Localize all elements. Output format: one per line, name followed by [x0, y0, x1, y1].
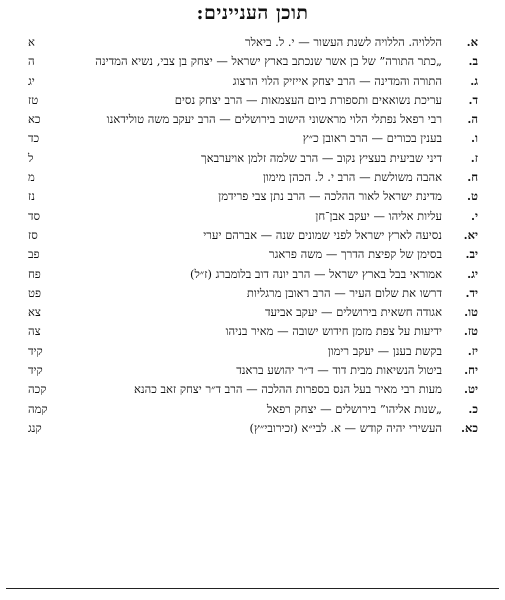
- toc-entry: [28, 265, 478, 284]
- entry-page: נז: [28, 189, 35, 204]
- toc-entry: [28, 149, 478, 168]
- toc-entry: [28, 361, 478, 380]
- toc-entry: [28, 419, 478, 438]
- entry-title: דרשו את שלום העיר — הרב ראובן מרגליות: [246, 285, 442, 300]
- entry-title: ביטול הנשיאות מבית דוד — ד״ר יהושע בראנד: [236, 363, 442, 378]
- entry-title: אגודה חשאית בירושלים — יעקב אביעד: [264, 305, 442, 320]
- entry-page: קנג: [28, 420, 42, 435]
- toc-entry: [28, 91, 478, 110]
- entry-page: פט: [28, 285, 41, 300]
- entry-number: יד.: [465, 285, 478, 300]
- entry-title: אמוראי בבל בארץ ישראל — הרב יונה דוב בלומברג (ז״ל): [190, 266, 442, 281]
- entry-title: דיני שביעית בעציץ נקוב — הרב שלמה זלמן אויערבאך: [201, 150, 442, 165]
- entry-title: עליות אליהו — יעקב אבן־חן: [315, 208, 442, 223]
- entry-title: מעות רבי מאיר בעל הנס בספרות ההלכה — הרב ד״ר יצחק זאב כהנא: [133, 382, 442, 397]
- toc-entry: [28, 207, 478, 226]
- entry-number: ז.: [470, 150, 478, 165]
- toc-entry: [28, 226, 478, 245]
- entry-title: רבי רפאל נפתלי הלוי מראשוני הישוב בירושלים — הרב יעקב משה טולידאנו: [106, 112, 442, 127]
- entry-page: סד: [28, 208, 41, 223]
- entry-title: בענין בכורים — הרב ראובן כ״ץ: [302, 131, 442, 146]
- toc-entry: [28, 33, 478, 52]
- entry-page: פב: [28, 247, 40, 262]
- entry-number: א.: [466, 35, 478, 49]
- entry-number: ט.: [467, 189, 478, 204]
- entry-page: טז: [28, 92, 39, 107]
- entry-title: אהבה משולשת — הרב י. ל. הכהן מימון: [262, 170, 442, 185]
- entry-number: יז.: [467, 343, 478, 358]
- entry-number: יא.: [463, 227, 478, 242]
- entry-number: ד.: [468, 92, 478, 107]
- page-title: תוכן העניינים:: [196, 2, 309, 24]
- entry-number: כא.: [460, 420, 478, 435]
- entry-page: קמה: [28, 401, 48, 416]
- entry-title: ידיעות על צפת מזמן חידוש ישובה — מאיר בניהו: [225, 324, 442, 339]
- entry-number: ג.: [470, 73, 478, 88]
- toc-entry: [28, 400, 478, 419]
- toc-entry: [28, 72, 478, 91]
- entry-page: כד: [28, 131, 40, 146]
- entry-title: עריכת נשואאים ותספורת ביום העצמאות — הרב יצחק נסים: [174, 92, 442, 107]
- entry-number: ה.: [467, 112, 478, 127]
- entry-number: יח.: [464, 363, 478, 378]
- entry-page: קיד: [28, 363, 43, 378]
- entry-number: טז.: [463, 324, 478, 339]
- entry-title: מדינת ישראל לאור ההלכה — הרב נתן צבי פרידמן: [218, 189, 442, 204]
- toc-entry: [28, 245, 478, 264]
- entry-number: יט.: [464, 382, 478, 397]
- entry-title: נסיעה לארץ ישראל לפני שמונים שנה — אברהם יערי: [203, 227, 442, 242]
- toc-entry: [28, 303, 478, 322]
- entry-page: סז: [28, 227, 38, 242]
- entry-title: „שנות אליהו” בירושלים — יצחק רפאל: [266, 401, 442, 416]
- entry-number: ח.: [467, 170, 478, 185]
- entry-title: התורה והמדינה — הרב יצחק אייזיק הלוי הרצוג: [232, 73, 442, 88]
- entry-number: יג.: [467, 266, 478, 281]
- entry-page: קיד: [28, 343, 43, 358]
- entry-number: כ.: [468, 401, 478, 416]
- toc-entry: [28, 187, 478, 206]
- entry-page: קכה: [28, 382, 47, 397]
- entry-title: „כתר התורה” של בן אשר שנכתב בארץ ישראל — יצחק בן צבי, נשיא המדינה: [95, 54, 442, 69]
- toc-entry: [28, 322, 478, 341]
- entry-page: פח: [28, 266, 41, 281]
- entry-title: העשירי יהיה קודש — א. לבי״א (זכירובי״ץ): [249, 420, 442, 435]
- entry-page: ל: [28, 150, 34, 165]
- toc-entry: [28, 168, 478, 187]
- toc-entry: [28, 110, 478, 129]
- entry-number: טו.: [464, 305, 478, 320]
- entry-page: צה: [28, 324, 41, 339]
- toc-entry: [28, 129, 478, 148]
- entry-page: כא: [28, 112, 41, 127]
- entry-title: הללויה. הללויה לשנת העשור — י. ל. ביאלר: [245, 35, 442, 49]
- entry-title: בקשת בענן — יעקב רימון: [327, 343, 442, 358]
- entry-number: ו.: [471, 131, 478, 146]
- toc-entry: [28, 52, 478, 71]
- toc-entry: [28, 342, 478, 361]
- bottom-rule: [6, 588, 499, 589]
- entry-title: בסימן של קפיצת הדרך — משה פראגר: [268, 247, 442, 262]
- table-of-contents: [28, 33, 478, 438]
- entry-number: י.: [470, 208, 478, 223]
- entry-number: יב.: [465, 247, 478, 262]
- entry-page: צא: [28, 305, 41, 320]
- entry-page: ה: [28, 54, 35, 69]
- entry-page: א: [28, 35, 35, 49]
- entry-number: ב.: [468, 54, 478, 69]
- entry-page: מ: [28, 170, 35, 185]
- toc-entry: [28, 380, 478, 399]
- entry-page: יג: [28, 73, 35, 88]
- toc-entry: [28, 284, 478, 303]
